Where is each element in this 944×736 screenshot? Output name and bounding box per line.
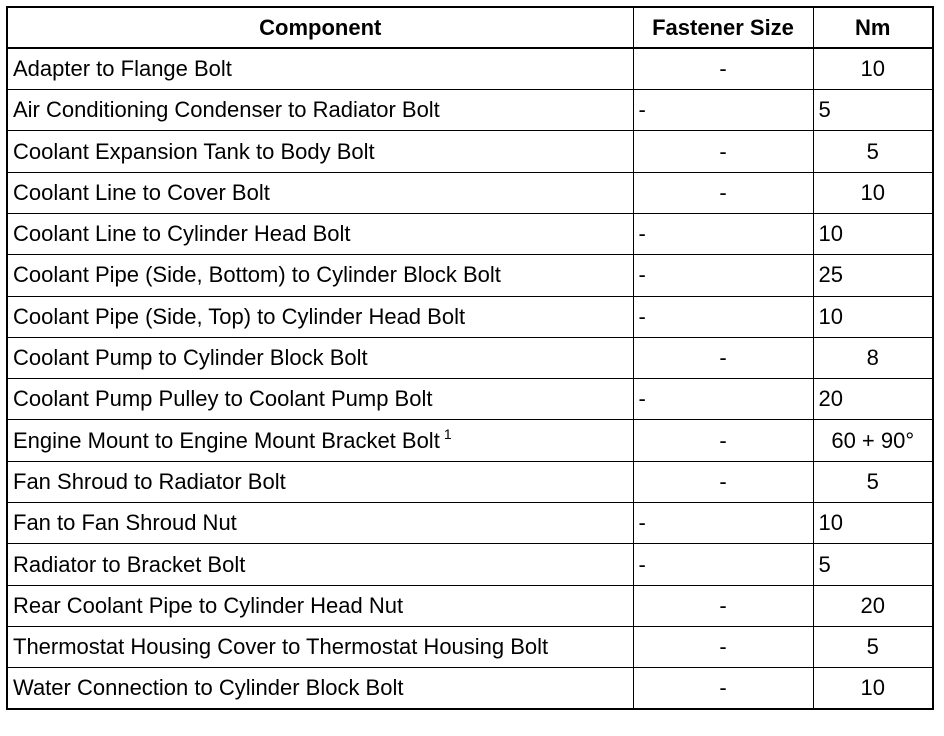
component-cell	[7, 296, 633, 337]
component-cell	[7, 585, 633, 626]
fastener-size-cell: -	[633, 172, 813, 213]
table-row	[7, 379, 933, 420]
torque-nm-cell: 20	[813, 585, 933, 626]
component-cell	[7, 379, 633, 420]
table-row	[7, 461, 933, 502]
torque-nm-cell: 10	[813, 48, 933, 89]
column-header-nm: Nm	[813, 7, 933, 48]
torque-nm-cell: 8	[813, 337, 933, 378]
torque-nm-cell: 60 + 90°	[813, 420, 933, 461]
component-cell	[7, 461, 633, 502]
fastener-size-cell: -	[633, 48, 813, 89]
column-header-fastener-size: Fastener Size	[633, 7, 813, 48]
column-header-component: Component	[7, 7, 633, 48]
table-row	[7, 626, 933, 667]
component-cell	[7, 668, 633, 709]
table-row	[7, 544, 933, 585]
fastener-size-cell: -	[633, 131, 813, 172]
table-row	[7, 90, 933, 131]
torque-nm-cell: 5	[813, 131, 933, 172]
component-name: Coolant Expansion Tank to Body Bolt	[13, 138, 375, 164]
component-name: Water Connection to Cylinder Block Bolt	[13, 675, 404, 701]
component-cell	[7, 503, 633, 544]
torque-nm-cell: 5	[813, 544, 933, 585]
component-name: Coolant Pipe (Side, Top) to Cylinder Head Bolt	[13, 303, 466, 329]
component-name: Coolant Pipe (Side, Bottom) to Cylinder Block Bolt	[13, 262, 501, 288]
component-name: Coolant Pump to Cylinder Block Bolt	[13, 345, 368, 371]
component-cell	[7, 255, 633, 296]
torque-nm-cell: 10	[813, 172, 933, 213]
table-row	[7, 668, 933, 709]
component-cell	[7, 626, 633, 667]
table-row	[7, 131, 933, 172]
fastener-size-cell: -	[633, 668, 813, 709]
torque-nm-cell: 10	[813, 296, 933, 337]
component-name: Air Conditioning Condenser to Radiator Bolt	[13, 97, 440, 123]
fastener-size-cell: -	[633, 90, 813, 131]
torque-nm-cell: 10	[813, 668, 933, 709]
component-cell	[7, 213, 633, 254]
torque-nm-cell: 5	[813, 626, 933, 667]
table-row	[7, 296, 933, 337]
fastener-size-cell: -	[633, 626, 813, 667]
table-row	[7, 420, 933, 461]
component-cell	[7, 544, 633, 585]
component-cell	[7, 48, 633, 89]
fastener-size-cell: -	[633, 420, 813, 461]
component-name: Thermostat Housing Cover to Thermostat Housing Bolt	[13, 634, 549, 660]
component-name: Adapter to Flange Bolt	[13, 56, 232, 82]
table-header-row	[7, 7, 933, 48]
fastener-size-cell: -	[633, 461, 813, 502]
component-cell	[7, 90, 633, 131]
torque-nm-cell: 10	[813, 503, 933, 544]
torque-nm-cell: 5	[813, 461, 933, 502]
torque-spec-table	[6, 6, 934, 710]
table-row	[7, 172, 933, 213]
fastener-size-cell: -	[633, 544, 813, 585]
torque-nm-cell: 5	[813, 90, 933, 131]
fastener-size-cell: -	[633, 379, 813, 420]
torque-nm-cell: 20	[813, 379, 933, 420]
table-row	[7, 48, 933, 89]
table-row	[7, 255, 933, 296]
component-name: Fan Shroud to Radiator Bolt	[13, 468, 286, 494]
fastener-size-cell: -	[633, 255, 813, 296]
torque-nm-cell: 10	[813, 213, 933, 254]
component-name: Coolant Line to Cylinder Head Bolt	[13, 221, 351, 247]
fastener-size-cell: -	[633, 585, 813, 626]
table-row	[7, 585, 933, 626]
component-name: Radiator to Bracket Bolt	[13, 551, 246, 577]
component-cell	[7, 337, 633, 378]
component-name: Coolant Pump Pulley to Coolant Pump Bolt	[13, 386, 433, 412]
component-name: Fan to Fan Shroud Nut	[13, 510, 237, 536]
footnote-marker: 1	[443, 425, 452, 442]
fastener-size-cell: -	[633, 213, 813, 254]
component-name: Rear Coolant Pipe to Cylinder Head Nut	[13, 592, 404, 618]
torque-nm-cell: 25	[813, 255, 933, 296]
table-row	[7, 337, 933, 378]
table-row	[7, 503, 933, 544]
component-cell	[7, 172, 633, 213]
fastener-size-cell: -	[633, 337, 813, 378]
fastener-size-cell: -	[633, 296, 813, 337]
fastener-size-cell: -	[633, 503, 813, 544]
component-cell	[7, 131, 633, 172]
component-name: Engine Mount to Engine Mount Bracket Bolt	[13, 427, 440, 453]
component-cell	[7, 420, 633, 461]
table-row	[7, 213, 933, 254]
component-name: Coolant Line to Cover Bolt	[13, 179, 270, 205]
